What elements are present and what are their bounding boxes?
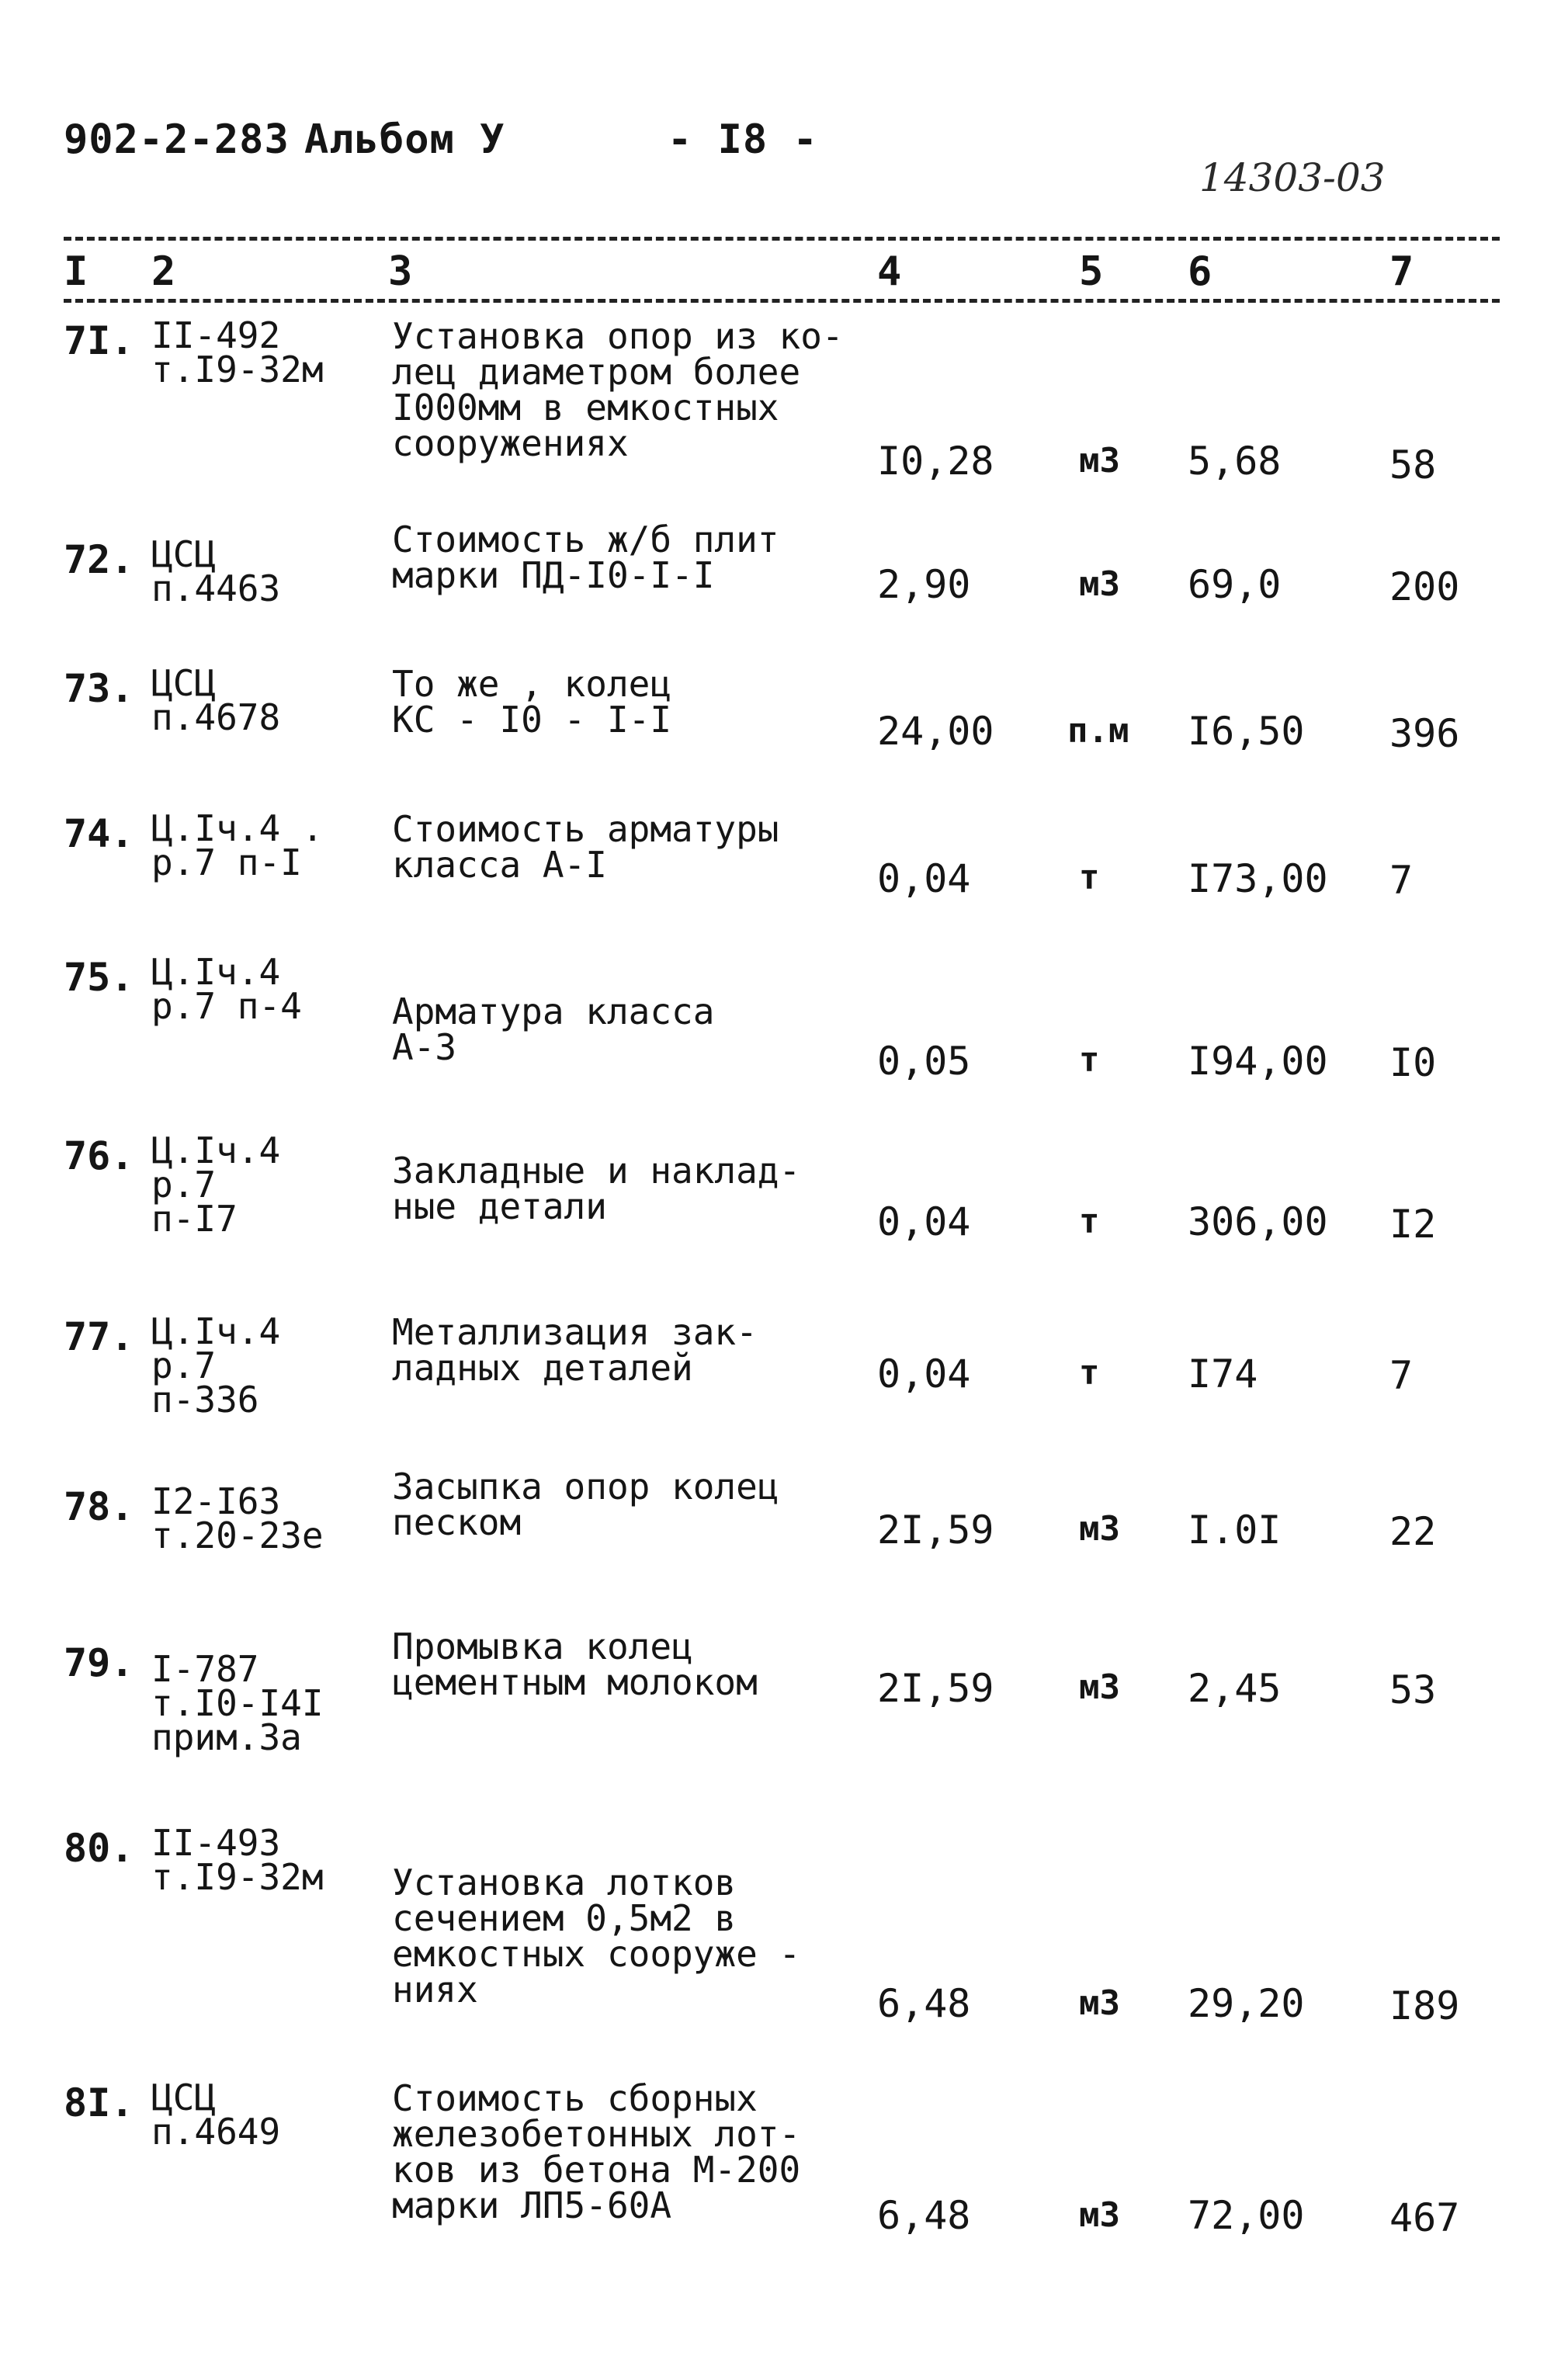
column-header-5: 5 <box>1079 248 1104 295</box>
row-quantity: 2I,59 <box>877 1508 994 1553</box>
row-total: 7 <box>1389 1353 1414 1398</box>
row-code: ЦСЦ п.4678 <box>151 662 281 738</box>
row-quantity: 24,00 <box>877 709 994 754</box>
row-quantity: 0,04 <box>877 1351 971 1397</box>
row-total: 467 <box>1389 2195 1460 2240</box>
row-unit-price: 72,00 <box>1188 2193 1305 2238</box>
row-unit: м3 <box>1079 564 1120 604</box>
row-total: 396 <box>1389 711 1460 756</box>
row-description: Стоимость арматуры класса А-I <box>392 808 779 886</box>
handwritten-inventory-number: 14303-03 <box>1199 155 1386 200</box>
column-header-6: 6 <box>1188 248 1212 295</box>
row-unit: м3 <box>1079 441 1120 481</box>
row-code: Ц.Iч.4 р.7 п-I7 <box>151 1129 281 1240</box>
row-description: Установка опор из ко- лец диаметром более I000мм в емкостных сооружениях <box>392 315 844 464</box>
row-total: I89 <box>1389 1983 1460 2028</box>
row-description: Засыпка опор колец песком <box>392 1466 779 1543</box>
column-header-4: 4 <box>877 248 902 295</box>
row-quantity: 6,48 <box>877 2193 971 2238</box>
row-unit-price: 69,0 <box>1188 562 1282 607</box>
page-number: - I8 - <box>668 116 818 163</box>
row-unit: м3 <box>1079 2195 1120 2235</box>
row-unit-price: I6,50 <box>1188 709 1305 754</box>
row-quantity: 0,04 <box>877 1199 971 1244</box>
row-code: ЦСЦ п.4463 <box>151 533 281 609</box>
row-unit-price: 29,20 <box>1188 1981 1305 2026</box>
row-unit-price: 2,45 <box>1188 1666 1282 1711</box>
row-description: То же , колец КС - I0 - I-I <box>392 663 672 741</box>
column-header-1: I <box>64 248 88 295</box>
row-quantity: 6,48 <box>877 1981 971 2026</box>
row-unit-price: 5,68 <box>1188 439 1282 484</box>
row-description: Промывка колец цементным молоком <box>392 1626 758 1703</box>
row-number: 74. <box>64 811 134 856</box>
row-code: I2-I63 т.20-23е <box>151 1480 324 1556</box>
row-description: Закладные и наклад- ные детали <box>392 1150 801 1227</box>
row-quantity: 2,90 <box>877 562 971 607</box>
row-number: 78. <box>64 1484 134 1529</box>
row-unit: т <box>1079 1202 1100 1241</box>
row-unit-price: 306,00 <box>1188 1199 1328 1244</box>
album-label: Альбом У <box>304 116 505 163</box>
header-top-rule <box>64 237 1500 241</box>
row-total: 22 <box>1389 1509 1437 1554</box>
row-total: 7 <box>1389 858 1414 903</box>
row-code: Ц.Iч.4 р.7 п-336 <box>151 1310 281 1421</box>
header-bottom-rule <box>64 299 1500 303</box>
row-code: II-492 т.I9-32м <box>151 314 324 390</box>
row-total: 58 <box>1389 442 1437 488</box>
row-number: 73. <box>64 666 134 711</box>
row-number: 8I. <box>64 2080 134 2125</box>
row-description: Металлизация зак- ладных деталей <box>392 1311 758 1389</box>
row-code: I-787 т.I0-I4I прим.3а <box>151 1648 324 1758</box>
row-number: 77. <box>64 1314 134 1359</box>
row-description: Арматура класса А-3 <box>392 991 715 1068</box>
row-unit-price: I73,00 <box>1188 856 1328 901</box>
row-code: ЦСЦ п.4649 <box>151 2077 281 2153</box>
row-unit: п.м <box>1067 711 1129 751</box>
column-header-7: 7 <box>1389 248 1414 295</box>
row-unit-price: I94,00 <box>1188 1039 1328 1084</box>
row-number: 79. <box>64 1640 134 1685</box>
row-unit-price: I74 <box>1188 1351 1258 1397</box>
row-code: II-493 т.I9-32м <box>151 1822 324 1898</box>
row-description: Стоимость ж/б плит марки ПД-I0-I-I <box>392 519 779 596</box>
row-number: 80. <box>64 1826 134 1871</box>
row-quantity: 2I,59 <box>877 1666 994 1711</box>
row-unit: м3 <box>1079 1667 1120 1707</box>
column-header-3: 3 <box>388 248 413 295</box>
row-description: Стоимость сборных железобетонных лот- ков из бетона М-200 марки ЛП5-60А <box>392 2077 801 2226</box>
row-description: Установка лотков сечением 0,5м2 в емкостных сооруже - ниях <box>392 1862 801 2011</box>
row-total: I2 <box>1389 1202 1437 1247</box>
row-code: Ц.Iч.4 р.7 п-4 <box>151 951 302 1027</box>
row-unit: м3 <box>1079 1509 1120 1549</box>
row-number: 72. <box>64 537 134 582</box>
row-number: 75. <box>64 955 134 1000</box>
document-code: 902-2-283 <box>64 116 290 163</box>
row-code: Ц.Iч.4 . р.7 п-I <box>151 807 324 883</box>
row-total: I0 <box>1389 1040 1437 1085</box>
row-number: 76. <box>64 1133 134 1178</box>
row-unit-price: I.0I <box>1188 1508 1282 1553</box>
row-total: 200 <box>1389 564 1460 609</box>
row-unit: т <box>1079 858 1100 897</box>
row-quantity: 0,05 <box>877 1039 971 1084</box>
row-total: 53 <box>1389 1667 1437 1712</box>
row-number: 7I. <box>64 318 134 363</box>
column-header-2: 2 <box>151 248 176 295</box>
row-quantity: I0,28 <box>877 439 994 484</box>
row-unit: т <box>1079 1040 1100 1080</box>
row-unit: м3 <box>1079 1983 1120 2023</box>
row-quantity: 0,04 <box>877 856 971 901</box>
row-unit: т <box>1079 1353 1100 1393</box>
